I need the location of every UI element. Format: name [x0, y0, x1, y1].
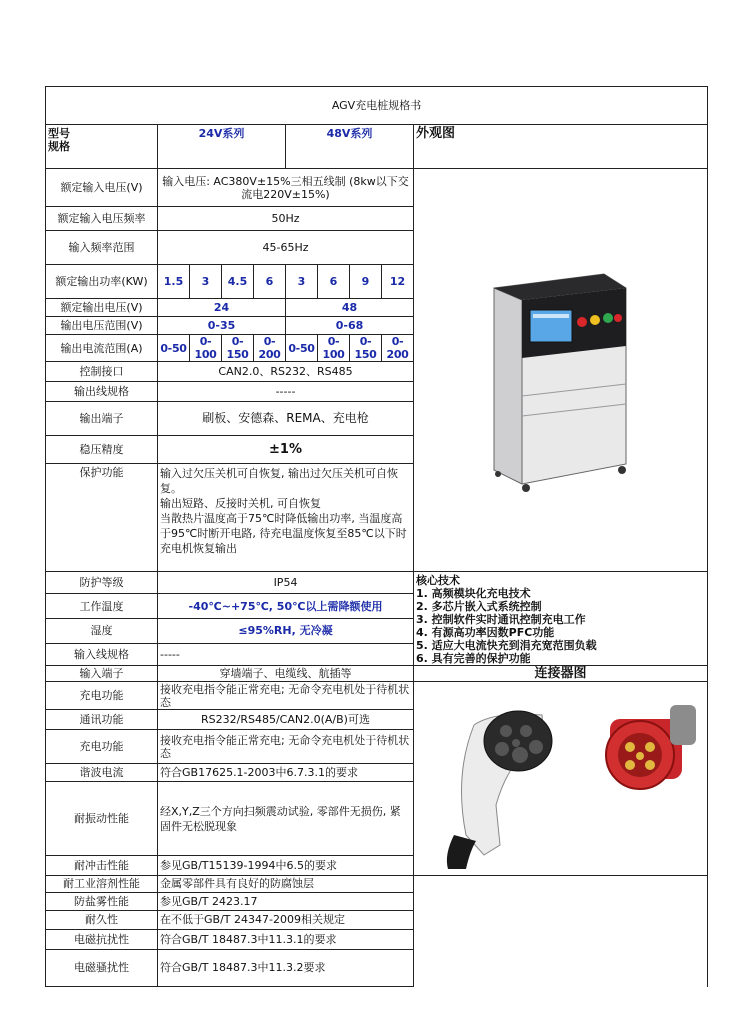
input-voltage-label: 额定输入电压(V) [46, 169, 158, 207]
current-range-cell: 0-200 [382, 335, 414, 362]
control-interface-label: 控制接口 [46, 362, 158, 382]
output-power-cell: 12 [382, 265, 414, 299]
industrial-plug-image [606, 705, 696, 789]
core-tech-box [414, 572, 708, 666]
output-power-cell: 6 [254, 265, 286, 299]
input-voltage-value: 输入电压: AC380V±15%三相五线制 (8kw以下交流电220V±15%) [158, 169, 414, 207]
freq-range-label: 输入频率范围 [46, 231, 158, 265]
input-cable-value: ----- [158, 643, 414, 665]
regulation-value: ±1% [158, 436, 414, 464]
durability-value: 在不低于GB/T 24347-2009相关规定 [158, 910, 414, 930]
connector-title: 连接器图 [414, 666, 708, 682]
spec-table [45, 86, 708, 987]
durability-label: 耐久性 [46, 910, 158, 930]
current-range-cell: 0-100 [318, 335, 350, 362]
current-range-cell: 0-150 [222, 335, 254, 362]
core-tech-item: 3. 控制软件实时通讯控制充电工作 [416, 613, 586, 626]
core-tech-item: 1. 高频模块化充电技术 [416, 587, 531, 600]
charging-gun-image [447, 711, 552, 869]
model-spec-header: 型号 规格 [46, 125, 158, 169]
harmonic-value: 符合GB17625.1-2003中6.7.3.1的要求 [158, 764, 414, 782]
freq-range-value: 45-65Hz [158, 231, 414, 265]
output-power-cell: 4.5 [222, 265, 254, 299]
current-range-cell: 0-150 [350, 335, 382, 362]
comm-function-value: RS232/RS485/CAN2.0(A/B)可选 [158, 710, 414, 730]
protection-value: 输入过欠压关机可自恢复, 输出过欠压关机可自恢复。 输出短路、反接时关机, 可自恢复 当散热片温度高于75℃时降低输出功率, 当温度高于95℃时断开电路, 待充电温度恢复至85℃以下时充电机恢复输出 [158, 464, 414, 572]
ip-label: 防护等级 [46, 572, 158, 594]
temp-value: -40℃~+75℃, 50℃以上需降额使用 [158, 594, 414, 619]
charge-function-label: 充电功能 [46, 730, 158, 764]
humidity-label: 湿度 [46, 618, 158, 643]
charger-image-cell [414, 169, 708, 572]
output-cable-label: 输出线规格 [46, 382, 158, 402]
series-24v-header: 24V系列 [158, 125, 286, 169]
output-power-cell: 3 [190, 265, 222, 299]
core-tech-item: 4. 有源高功率因数PFC功能 [416, 626, 555, 639]
current-range-cell: 0-50 [286, 335, 318, 362]
page-title: AGV充电桩规格书 [46, 87, 708, 125]
current-range-cell: 0-50 [158, 335, 190, 362]
vibration-label: 耐振动性能 [46, 782, 158, 856]
series-48v-header: 48V系列 [286, 125, 414, 169]
harmonic-label: 谐波电流 [46, 764, 158, 782]
output-voltage-24: 24 [158, 299, 286, 317]
output-power-label: 额定输出功率(KW) [46, 265, 158, 299]
input-freq-value: 50Hz [158, 207, 414, 231]
voltage-range-48: 0-68 [286, 317, 414, 335]
comm-function-label: 通讯功能 [46, 710, 158, 730]
current-range-label: 输出电流范围(A) [46, 335, 158, 362]
charge-function-value: 接收充电指令能正常充电; 无命令充电机处于待机状态 [158, 682, 414, 710]
output-voltage-48: 48 [286, 299, 414, 317]
output-terminal-value: 刷板、安德森、REMA、充电枪 [158, 402, 414, 436]
humidity-value: ≤95%RH, 无冷凝 [158, 618, 414, 643]
ip-value: IP54 [158, 572, 414, 594]
output-voltage-label: 额定输出电压(V) [46, 299, 158, 317]
core-tech-item: 5. 适应大电流快充到涓充宽范围负载 [416, 639, 597, 652]
core-tech-item: 6. 具有完善的保护功能 [416, 652, 531, 665]
output-power-cell: 6 [318, 265, 350, 299]
input-terminal-value: 穿墙端子、电缆线、航插等 [158, 666, 414, 682]
output-terminal-label: 输出端子 [46, 402, 158, 436]
emi-value: 符合GB/T 18487.3中11.3.2要求 [158, 949, 414, 986]
salt-value: 参见GB/T 2423.17 [158, 893, 414, 910]
emi-label: 电磁骚扰性 [46, 949, 158, 986]
protection-label: 保护功能 [46, 464, 158, 572]
core-tech-item: 2. 多芯片嵌入式系统控制 [416, 600, 542, 613]
control-interface-value: CAN2.0、RS232、RS485 [158, 362, 414, 382]
output-power-cell: 1.5 [158, 265, 190, 299]
ems-label: 电磁抗扰性 [46, 930, 158, 950]
salt-label: 防盐雾性能 [46, 893, 158, 910]
current-range-cell: 0-200 [254, 335, 286, 362]
output-power-cell: 3 [286, 265, 318, 299]
solvent-value: 金属零部件具有良好的防腐蚀层 [158, 875, 414, 892]
ems-value: 符合GB/T 18487.3中11.3.1的要求 [158, 930, 414, 950]
impact-label: 耐冲击性能 [46, 856, 158, 876]
temp-label: 工作温度 [46, 594, 158, 619]
output-cable-value: ----- [158, 382, 414, 402]
vibration-value: 经X,Y,Z三个方向扫频震动试验, 零部件无损伤, 紧固件无松脱现象 [158, 782, 414, 856]
solvent-label: 耐工业溶剂性能 [46, 875, 158, 892]
connector-images [414, 685, 708, 871]
output-power-cell: 9 [350, 265, 382, 299]
impact-value: 参见GB/T15139-1994中6.5的要求 [158, 856, 414, 876]
voltage-range-24: 0-35 [158, 317, 286, 335]
charger-cabinet-image [414, 226, 708, 514]
charge-function-label: 充电功能 [46, 682, 158, 710]
voltage-range-label: 输出电压范围(V) [46, 317, 158, 335]
charge-function-value: 接收充电指令能正常充电; 无命令充电机处于待机状态 [158, 730, 414, 764]
input-freq-label: 额定输入电压频率 [46, 207, 158, 231]
input-terminal-label: 输入端子 [46, 666, 158, 682]
current-range-cell: 0-100 [190, 335, 222, 362]
regulation-label: 稳压精度 [46, 436, 158, 464]
core-tech-title: 核心技术 [416, 574, 460, 587]
input-cable-label: 输入线规格 [46, 643, 158, 665]
appearance-header: 外观图 [414, 125, 708, 169]
connector-image-cell [414, 682, 708, 876]
